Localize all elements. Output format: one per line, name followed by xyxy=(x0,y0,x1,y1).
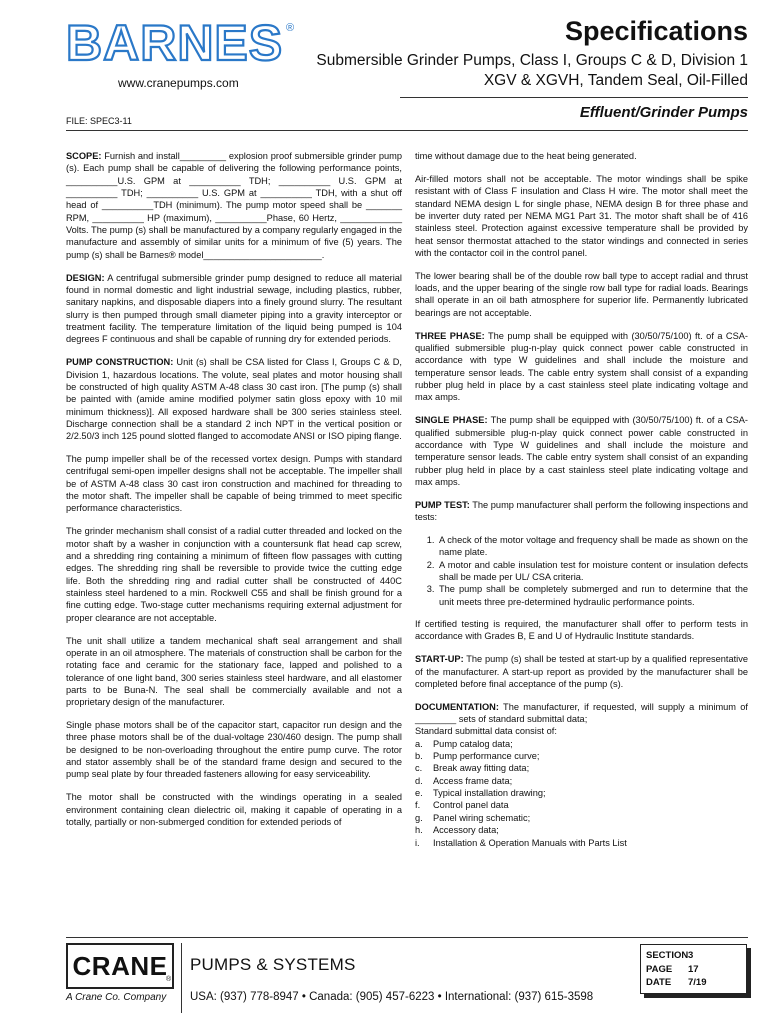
section-heading: THREE PHASE: xyxy=(415,330,485,341)
section-heading: SINGLE PHASE: xyxy=(415,415,488,426)
motor-design-paragraph: Single phase motors shall be of the capacitor start, capacitor run design and the three phase motors shall be of the dual-voltage 230/460 design. The pump shall be designed to be non-overloading throughout the entire pump curve. The rotor and stator assembly shall be of the standard frame design and secured to the pump seal plate by four threaded fasteners allowing for easy serviceability. xyxy=(66,720,402,780)
design-section xyxy=(66,272,402,346)
section-text: A centrifugal submersible grinder pump designed to reduce all material found in normal domestic and light industrial sewage, including plastics, rubber, sanitary napkins, and disposable diapers into a finely ground slurry. The resultant slurry is then pumped through small diameter piping into a gravity interceptor or treatment facility. The temperature limitation of the liquid being pumped is 104 degrees F continuous and shall be capable of running dry for extended periods. xyxy=(66,272,402,345)
content-divider xyxy=(66,130,748,131)
crane-logo: CRANE xyxy=(66,943,174,989)
section-heading: START-UP: xyxy=(415,654,464,665)
page-label: PAGE xyxy=(646,963,673,975)
list-text: Typical installation drawing; xyxy=(433,788,546,799)
list-letter: h. xyxy=(415,825,423,836)
scope-section xyxy=(66,150,402,261)
contact-phones: USA: (937) 778-8947 • Canada: (905) 457-6223 • International: (937) 615-3598 xyxy=(190,991,594,1003)
bearings-paragraph: The lower bearing shall be of the double row ball type to accept radial and thrust loads, and the upper bearing of the single row ball type for radial loads. Bearings shall operate in an oil bath atmosphere for superior life. Permanently lubricated bearings are not acceptable. xyxy=(415,270,748,318)
list-item xyxy=(415,812,748,824)
list-item xyxy=(415,799,748,811)
three-phase-section xyxy=(415,330,748,404)
certified-testing-paragraph: If certified testing is required, the manufacturer shall offer to perform tests in accordance with Grades B, E and U of Hydraulic Institute standards. xyxy=(415,619,748,642)
list-item xyxy=(415,787,748,799)
list-letter: b. xyxy=(415,751,423,762)
section-text: The pump manufacturer shall perform the following inspections and tests: xyxy=(415,499,748,523)
list-item xyxy=(415,775,748,787)
page-title: Specifications xyxy=(564,16,748,46)
construction-section xyxy=(66,356,402,442)
page-value: 17 xyxy=(688,963,699,975)
footer-divider xyxy=(66,937,748,938)
section-label: SECTION xyxy=(646,950,689,961)
left-column xyxy=(66,150,402,839)
list-text: Panel wiring schematic; xyxy=(433,812,531,823)
list-letter: i. xyxy=(415,837,420,848)
list-item xyxy=(415,750,748,762)
section-text: The pump shall be equipped with (30/50/75/100) ft. of a CSA-qualified submersible plug-n-play quick connect power cable constructed in accordance with Type W guidelines and shall include the moisture and temperature sensor leads. The cable entry system shall consist of an expanding rubber plug held in place by a cast stainless steel plate indicating voltage and max amps. xyxy=(415,415,748,487)
document-reference-box xyxy=(640,944,747,994)
startup-section xyxy=(415,653,748,690)
motor-windings-paragraph: The motor shall be constructed with the windings operating in a sealed environment containing clean dielectric oil, making it capable of operating in a totally, partially or non-submerged condition for extended periods of xyxy=(66,792,402,827)
page-row xyxy=(646,963,741,977)
crane-registered-mark: ® xyxy=(166,976,172,983)
crane-tagline: A Crane Co. Company xyxy=(66,992,167,1003)
list-item xyxy=(415,738,748,750)
section-text: The pump (s) shall be tested at start-up by a qualified representative of the manufacturer. A start-up report as provided by the manufacturer shall be completed before final acceptance of the pump (s). xyxy=(415,654,748,689)
header-divider xyxy=(400,97,748,98)
right-column xyxy=(415,150,748,849)
impeller-paragraph: The pump impeller shall be of the recessed vortex design. Pumps with standard centrifugal semi-open impeller designs shall not be acceptable. The impeller shall be of ASTM A-48 class 30 cast iron construction and machined for threading to the motor shaft. The impeller shall be capable of being trimmed to meet specific performance characteristics. xyxy=(66,454,402,514)
list-letter: f. xyxy=(415,800,421,811)
section-heading: DESIGN: xyxy=(66,272,105,283)
list-text: Break away fitting data; xyxy=(433,763,530,774)
list-item: 3. The pump shall be completely submerged and run to determine that the unit meets three pre-determined hydraulic performance points. xyxy=(437,583,748,608)
single-phase-section xyxy=(415,414,748,488)
section-heading: PUMP TEST: xyxy=(415,499,470,510)
list-letter: g. xyxy=(415,812,423,823)
barnes-logo: BARNES xyxy=(66,15,284,71)
list-item: 1. A check of the motor voltage and frequency shall be made as shown on the name plate. xyxy=(437,534,748,559)
section-text: Furnish and install_________ explosion proof submersible grinder pump (s). Each pump shall be capable of delivering the following performance points, __________U.S. GPM at __________ TDH; __________ U.S. GPM at __________ TDH; __________ U.S. GPM at __________ TDH, with a shut off head of __________TDH (minimum). The pump motor speed shall be _______ RPM, __________ HP (maximum), __________Phase, 60 Hertz, ____________ Volts. The pump (s) shall be manufactured by a company regularly engaged in the manufacture and assembly of similar units for a minimum of five (5) years. The pump (s) shall be Barnes® model_______________________. xyxy=(66,151,402,260)
footer-vertical-divider xyxy=(181,943,182,1013)
section-heading: PUMP CONSTRUCTION: xyxy=(66,357,174,368)
list-letter: c. xyxy=(415,763,423,774)
list-text: Access frame data; xyxy=(433,775,513,786)
list-item xyxy=(415,762,748,774)
section-value: 3 xyxy=(688,950,694,961)
registered-mark: ® xyxy=(286,22,295,34)
file-reference: FILE: SPEC3-11 xyxy=(66,116,132,126)
list-text: Pump performance curve; xyxy=(433,751,540,762)
list-item xyxy=(415,837,748,849)
submittal-list xyxy=(415,738,748,849)
air-filled-paragraph: Air-filled motors shall not be acceptable. The motor windings shall be spike resistant with of Class F insulation and Class H wire. The motor shall meet the standard NEMA design L for single phase, NEMA design B for three phase and be inverter duty rated per NEMA MG1 Part 31. The motor shaft shall be of 416 stainless steel. Protection against excessive temperature shall be provided by heat sensor thermostat attached to the stator windings and connected in series with the contactor coil in the control panel. xyxy=(415,173,748,258)
list-item: 2. A motor and cable insulation test for moisture content or insulation defects shall be made per UL/ CSA criteria. xyxy=(437,559,748,584)
date-value: 7/19 xyxy=(688,977,707,988)
seal-paragraph: The unit shall utilize a tandem mechanical shaft seal arrangement and shall operate in an oil atmosphere. The materials of construction shall be carbon for the rotating face and ceramic for the stationary face, lapped and polished to a tolerance of one light band, 300 series stainless steel hardware, and all elastomer parts to be Buna-N. The seal shall be commercially available and not a proprietary design of the manufacturer. xyxy=(66,635,402,708)
documentation-subheading: Standard submittal data consist of: xyxy=(415,726,557,737)
list-text: Installation & Operation Manuals with Parts List xyxy=(433,837,627,848)
section-text: Unit (s) shall be CSA listed for Class I, Groups C & D, Division 1, hazardous locations. The volute, seal plates and motor housing shall be constructed of high quality ASTM A-48 class 30 cast iron. [The pump (s) shall be painted with (amide amine modified polymer satin gloss epoxy with 10 mil minimum thickness)]. All exposed hardware shall be 300 series stainless steel. Discharge connection shall be a standard 2 inch NPT in the vertical position or 2/2.50/3 inch 125 pound slotted flanged to accomodate ANSI or ISO piping flange. xyxy=(66,357,403,442)
list-text: Accessory data; xyxy=(433,825,499,836)
website-link[interactable]: www.cranepumps.com xyxy=(118,76,239,90)
division-name: PUMPS & SYSTEMS xyxy=(190,955,356,974)
pump-test-section xyxy=(415,499,748,524)
documentation-intro xyxy=(415,701,748,726)
section-heading: DOCUMENTATION: xyxy=(415,701,499,712)
list-text: Control panel data xyxy=(433,800,509,811)
list-letter: e. xyxy=(415,788,423,799)
list-letter: d. xyxy=(415,775,423,786)
test-list xyxy=(415,534,748,608)
documentation-section xyxy=(415,701,748,849)
section-row xyxy=(646,949,741,963)
list-letter: a. xyxy=(415,738,423,749)
subtitle-line-1: Submersible Grinder Pumps, Class I, Groups C & D, Division 1 xyxy=(316,52,748,69)
grinder-paragraph: The grinder mechanism shall consist of a radial cutter threaded and locked on the motor shaft by a washer in conjunction with a countersunk flat head cap screw, and a shredding ring containing a minimum of fifteen flow passages with cutting edges. The shredding ring shall be reversible to provide twice the cutting edge life. Both the shredding ring and radial cutter shall be constructed of 440C stainless steel hardened to a min. Rockwell C55 and shall be finish ground for a fine cutting edge. Two-stage cutter mechanisms requiring external adjustment for proper clearance are not acceptable. xyxy=(66,526,402,623)
continuation-paragraph: time without damage due to the heat being generated. xyxy=(415,151,637,161)
date-label: DATE xyxy=(646,977,672,988)
product-category: Effluent/Grinder Pumps xyxy=(579,104,748,121)
date-row xyxy=(646,976,741,990)
section-text: The pump shall be equipped with (30/50/75/100) ft. of a CSA-qualified submersible plug-n-play quick connect power cable constructed in accordance with type W guidelines and shall include the moisture and temperature sensor leads. The cable entry system shall consist of a expanding rubber plug held in place by a cast stainless steel plate indicating voltage and max amps. xyxy=(415,330,748,403)
list-item xyxy=(415,824,748,836)
section-text: The manufacturer, if requested, will supply a minimum of ________ sets of standard submittal data; xyxy=(415,701,748,725)
list-text: Pump catalog data; xyxy=(433,738,513,749)
section-heading: SCOPE: xyxy=(66,151,102,161)
subtitle-line-2: XGV & XGVH, Tandem Seal, Oil-Filled xyxy=(483,72,748,89)
